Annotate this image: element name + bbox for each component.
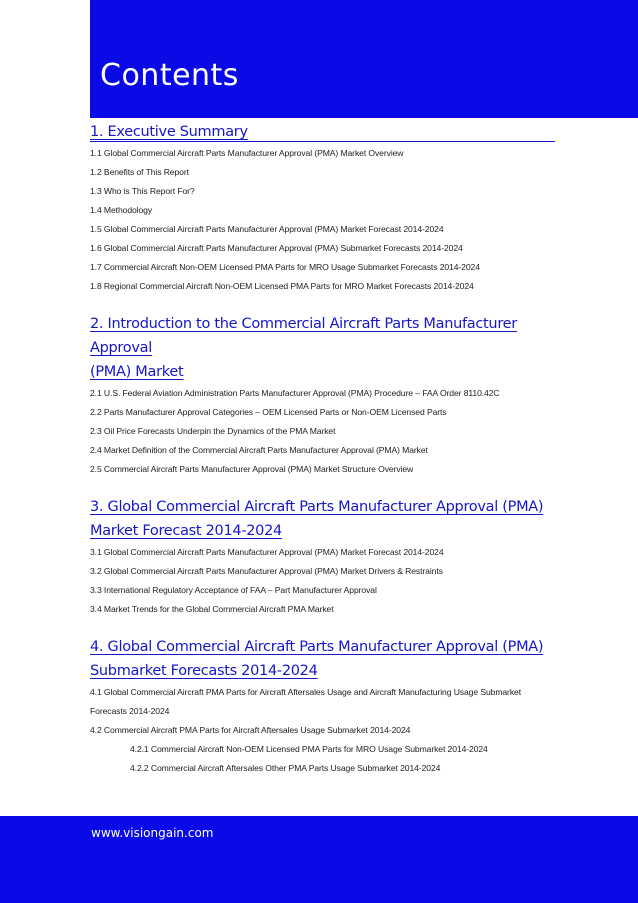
toc-item-2-1[interactable]: 2.1 U.S. Federal Aviation Administration Parts Manufacturer Approval (PMA) Procedure – FAA Order 8110.42C [90, 388, 500, 398]
toc-item-3-1[interactable]: 3.1 Global Commercial Aircraft Parts Manufacturer Approval (PMA) Market Forecast 2014-2024 [90, 547, 444, 557]
section-heading-3-line-2[interactable]: Market Forecast 2014-2024 [90, 523, 282, 539]
toc-item-1-6[interactable]: 1.6 Global Commercial Aircraft Parts Manufacturer Approval (PMA) Submarket Forecasts 2014-2024 [90, 243, 463, 253]
toc-section-1 [90, 120, 555, 296]
toc-section-3 [90, 495, 555, 619]
footer-band [0, 816, 638, 903]
page-title: Contents [100, 58, 239, 93]
toc-item-1-5[interactable]: 1.5 Global Commercial Aircraft Parts Manufacturer Approval (PMA) Market Forecast 2014-2024 [90, 224, 444, 234]
toc-item-2-3[interactable]: 2.3 Oil Price Forecasts Underpin the Dynamics of the PMA Market [90, 426, 336, 436]
section-spacer [90, 619, 555, 635]
section-heading-2-line-2[interactable]: (PMA) Market [90, 364, 184, 380]
toc-item-3-2[interactable]: 3.2 Global Commercial Aircraft Parts Manufacturer Approval (PMA) Market Drivers & Restraints [90, 566, 443, 576]
toc-section-2 [90, 312, 555, 479]
footer-website-link[interactable]: www.visiongain.com [91, 826, 214, 840]
toc-item-2-5[interactable]: 2.5 Commercial Aircraft Parts Manufacturer Approval (PMA) Market Structure Overview [90, 464, 414, 474]
header-band [90, 0, 638, 118]
toc-item-2-2[interactable]: 2.2 Parts Manufacturer Approval Categories – OEM Licensed Parts or Non-OEM Licensed Parts [90, 407, 447, 417]
section-spacer [90, 296, 555, 312]
section-heading-3-line-1[interactable]: 3. Global Commercial Aircraft Parts Manufacturer Approval (PMA) [90, 499, 544, 515]
section-heading-2-line-1[interactable]: 2. Introduction to the Commercial Aircraft Parts Manufacturer Approval [90, 316, 517, 356]
section-spacer [90, 479, 555, 495]
toc-item-3-3[interactable]: 3.3 International Regulatory Acceptance of FAA – Part Manufacturer Approval [90, 585, 377, 595]
toc-item-4-2-1[interactable]: 4.2.1 Commercial Aircraft Non-OEM Licensed PMA Parts for MRO Usage Submarket 2014-2024 [130, 744, 488, 754]
toc-item-3-4[interactable]: 3.4 Market Trends for the Global Commercial Aircraft PMA Market [90, 604, 334, 614]
section-heading-4-line-1[interactable]: 4. Global Commercial Aircraft Parts Manufacturer Approval (PMA) [90, 639, 544, 655]
toc-item-1-2[interactable]: 1.2 Benefits of This Report [90, 167, 189, 177]
toc-item-4-2[interactable]: 4.2 Commercial Aircraft PMA Parts for Aircraft Aftersales Usage Submarket 2014-2024 [90, 725, 411, 735]
table-of-contents [90, 120, 555, 778]
toc-item-1-8[interactable]: 1.8 Regional Commercial Aircraft Non-OEM Licensed PMA Parts for MRO Market Forecasts 2014-2024 [90, 281, 474, 291]
toc-item-1-7[interactable]: 1.7 Commercial Aircraft Non-OEM Licensed PMA Parts for MRO Usage Submarket Forecasts 2014-2024 [90, 262, 480, 272]
toc-section-4 [90, 635, 555, 778]
section-heading-1[interactable]: 1. Executive Summary [90, 120, 555, 144]
toc-item-4-1[interactable]: 4.1 Global Commercial Aircraft PMA Parts for Aircraft Aftersales Usage and Aircraft Manufacturing Usage Submarket Forecasts 2014-2024 [90, 687, 521, 716]
section-heading-4-line-2[interactable]: Submarket Forecasts 2014-2024 [90, 663, 318, 679]
toc-item-1-1[interactable]: 1.1 Global Commercial Aircraft Parts Manufacturer Approval (PMA) Market Overview [90, 148, 404, 158]
toc-item-1-3[interactable]: 1.3 Who is This Report For? [90, 186, 195, 196]
toc-item-2-4[interactable]: 2.4 Market Definition of the Commercial Aircraft Parts Manufacturer Approval (PMA) Market [90, 445, 428, 455]
toc-item-1-4[interactable]: 1.4 Methodology [90, 205, 153, 215]
toc-item-4-2-2[interactable]: 4.2.2 Commercial Aircraft Aftersales Other PMA Parts Usage Submarket 2014-2024 [130, 763, 441, 773]
